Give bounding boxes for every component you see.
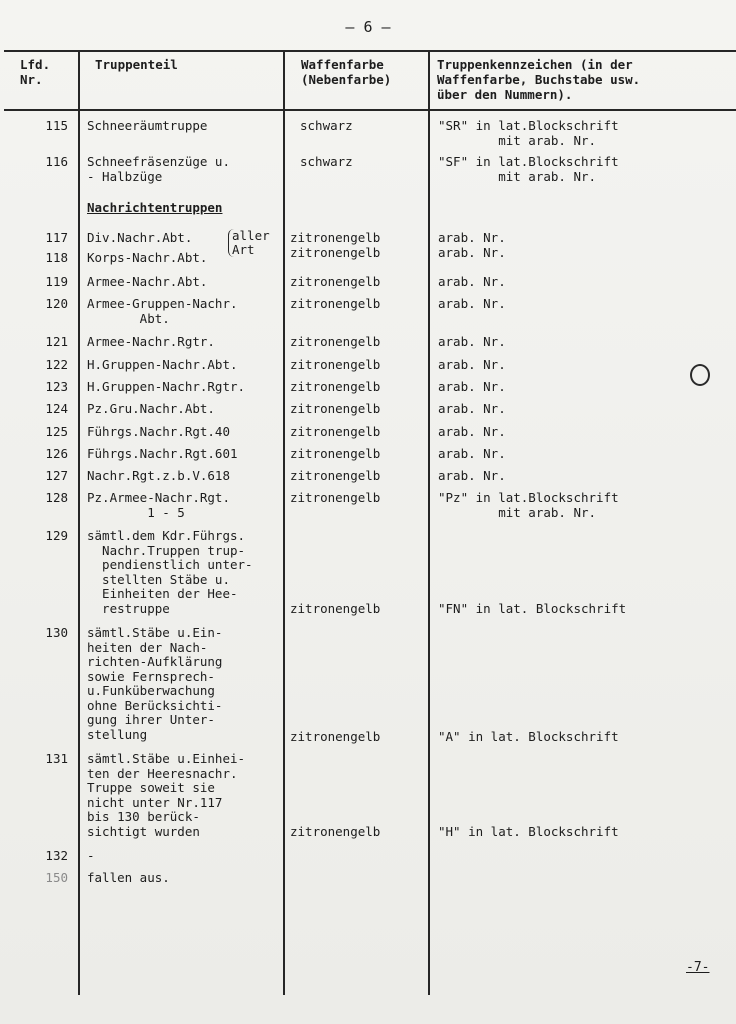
row-127-number: 127 <box>45 468 68 483</box>
row-121-number: 121 <box>45 334 68 349</box>
row-122-unit: H.Gruppen-Nachr.Abt. <box>87 357 238 372</box>
row-120-color: zitronengelb <box>290 296 381 311</box>
column-divider-3 <box>428 50 430 995</box>
row-130-number: 130 <box>45 625 68 640</box>
row-118-number: 118 <box>45 250 68 265</box>
row-117-color: zitronengelb <box>290 230 381 245</box>
row-121-color: zitronengelb <box>290 334 381 349</box>
row-126-mark: arab. Nr. <box>438 446 506 461</box>
row-128-mark: "Pz" in lat.Blockschrift mit arab. Nr. <box>438 490 619 520</box>
row-126-color: zitronengelb <box>290 446 381 461</box>
header-truppenteil: Truppenteil <box>95 57 178 72</box>
row-121-unit: Armee-Nachr.Rgtr. <box>87 334 215 349</box>
row-115-color: schwarz <box>300 118 353 133</box>
row-129-color: zitronengelb <box>290 601 381 616</box>
header-lfd-nr: Lfd. Nr. <box>20 57 51 87</box>
row-122-number: 122 <box>45 357 68 372</box>
row-130-mark: "A" in lat. Blockschrift <box>438 729 619 744</box>
row-127-mark: arab. Nr. <box>438 468 506 483</box>
row-150-number: 150 <box>45 870 68 885</box>
row-119-unit: Armee-Nachr.Abt. <box>87 274 208 289</box>
row-116-unit: Schneefräsenzüge u. - Halbzüge <box>87 154 230 184</box>
row-129-mark: "FN" in lat. Blockschrift <box>438 601 627 616</box>
row-116-mark: "SF" in lat.Blockschrift mit arab. Nr. <box>438 154 619 184</box>
row-124-unit: Pz.Gru.Nachr.Abt. <box>87 401 215 416</box>
row-130-unit: sämtl.Stäbe u.Ein- heiten der Nach- richten-Aufklärung sowie Fernsprech- u.Funküberwachung ohne Berücksichti- gung ihrer Unter- stellung <box>87 625 223 742</box>
page-number: – 6 – <box>345 18 391 36</box>
row-129-number: 129 <box>45 528 68 543</box>
row-118-mark: arab. Nr. <box>438 245 506 260</box>
row-124-mark: arab. Nr. <box>438 401 506 416</box>
row-128-unit: Pz.Armee-Nachr.Rgt. 1 - 5 <box>87 490 230 520</box>
row-150-unit: fallen aus. <box>87 870 170 885</box>
row-116-number: 116 <box>45 154 68 169</box>
row-131-color: zitronengelb <box>290 824 381 839</box>
header-truppenkennzeichen: Truppenkennzeichen (in der Waffenfarbe, Buchstabe usw. über den Nummern). <box>437 57 641 102</box>
row-131-unit: sämtl.Stäbe u.Einhei- ten der Heeresnachr. Truppe soweit sie nicht unter Nr.117 bis 130 berück- sichtigt wurden <box>87 751 246 839</box>
row-129-unit: sämtl.dem Kdr.Führgs. Nachr.Truppen trup- pendienstlich unter- stellten Stäbe u. Einheiten der Hee- restruppe <box>87 528 253 616</box>
row-132-number: 132 <box>45 848 68 863</box>
row-117-unit: Div.Nachr.Abt. <box>87 230 193 245</box>
row-117-number: 117 <box>45 230 68 245</box>
row-123-color: zitronengelb <box>290 379 381 394</box>
row-115-unit: Schneeräumtruppe <box>87 118 208 133</box>
row-120-number: 120 <box>45 296 68 311</box>
row-130-color: zitronengelb <box>290 729 381 744</box>
row-126-number: 126 <box>45 446 68 461</box>
row-118-unit: Korps-Nachr.Abt. <box>87 250 208 265</box>
row-119-number: 119 <box>45 274 68 289</box>
row-131-mark: "H" in lat. Blockschrift <box>438 824 619 839</box>
row-125-number: 125 <box>45 424 68 439</box>
row-120-mark: arab. Nr. <box>438 296 506 311</box>
column-divider-2 <box>283 50 285 995</box>
table-header-rule <box>4 109 736 111</box>
row-131-number: 131 <box>45 751 68 766</box>
row-123-number: 123 <box>45 379 68 394</box>
row-127-unit: Nachr.Rgt.z.b.V.618 <box>87 468 230 483</box>
row-122-color: zitronengelb <box>290 357 381 372</box>
row-125-mark: arab. Nr. <box>438 424 506 439</box>
header-waffenfarbe: Waffenfarbe (Nebenfarbe) <box>301 57 392 87</box>
bracket-note: aller Art <box>228 229 270 257</box>
row-128-color: zitronengelb <box>290 490 381 505</box>
row-124-color: zitronengelb <box>290 401 381 416</box>
row-115-mark: "SR" in lat.Blockschrift mit arab. Nr. <box>438 118 619 148</box>
row-121-mark: arab. Nr. <box>438 334 506 349</box>
column-divider-1 <box>78 50 80 995</box>
row-120-unit: Armee-Gruppen-Nachr. Abt. <box>87 296 238 326</box>
row-132-unit: - <box>87 848 95 863</box>
row-123-mark: arab. Nr. <box>438 379 506 394</box>
section-heading-nachrichtentruppen: Nachrichtentruppen <box>87 200 223 215</box>
row-123-unit: H.Gruppen-Nachr.Rgtr. <box>87 379 246 394</box>
row-128-number: 128 <box>45 490 68 505</box>
punch-hole-mark <box>690 364 710 386</box>
row-116-color: schwarz <box>300 154 353 169</box>
row-126-unit: Führgs.Nachr.Rgt.601 <box>87 446 238 461</box>
row-125-color: zitronengelb <box>290 424 381 439</box>
row-122-mark: arab. Nr. <box>438 357 506 372</box>
row-118-color: zitronengelb <box>290 245 381 260</box>
row-127-color: zitronengelb <box>290 468 381 483</box>
row-124-number: 124 <box>45 401 68 416</box>
row-119-mark: arab. Nr. <box>438 274 506 289</box>
row-117-mark: arab. Nr. <box>438 230 506 245</box>
row-119-color: zitronengelb <box>290 274 381 289</box>
row-115-number: 115 <box>45 118 68 133</box>
table-top-rule <box>4 50 736 52</box>
row-125-unit: Führgs.Nachr.Rgt.40 <box>87 424 230 439</box>
next-page-marker: -7- <box>686 960 710 975</box>
